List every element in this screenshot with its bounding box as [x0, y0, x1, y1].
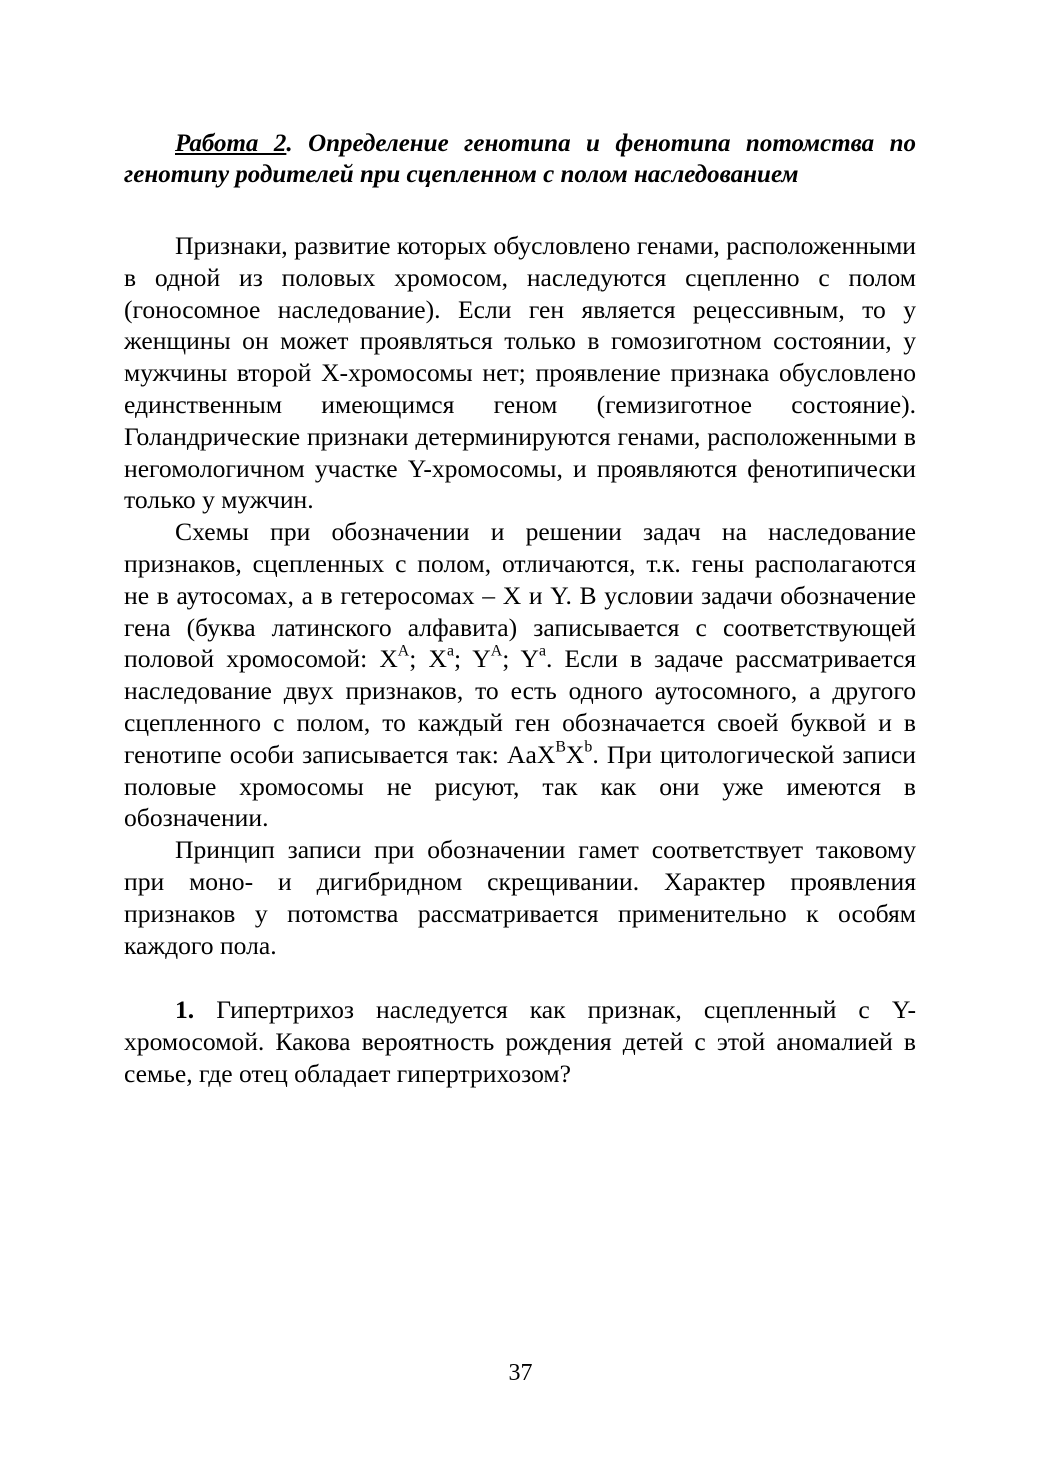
notation-separator: ;	[502, 644, 521, 674]
notation-ya-dominant: $Y^A$	[472, 642, 503, 674]
notation-text-after: . При цитологической записи половые хромосомы не рисуют, так как они уже имеются в обозначении.	[124, 739, 916, 833]
page-content	[124, 128, 916, 1090]
notation-separator: ;	[454, 644, 473, 674]
section-heading	[124, 128, 916, 190]
heading-separator: .	[286, 130, 309, 157]
notation-ya-recessive: $Y^a$	[520, 642, 546, 674]
notation-xa-dominant: $X^A$	[379, 642, 410, 674]
paragraph-intro: Признаки, развитие которых обусловлено генами, расположенными в одной из половых хромосом, наследуются сцепленно с полом (гоносомное наследование). Если ген является рецессивным, то у женщины он может проявляться только в гомозиготном состоянии, у мужчины второй Х-хромосомы нет; проявление признака обусловлено единственным имеющимся геном (гемизиготное состояние). Голандрические признаки детерминируются генами, расположенными в негомологичном участке Y-хромосомы, и проявляются фенотипически только у мужчин.	[124, 231, 916, 515]
notation-xa-recessive: $X^a$	[428, 642, 454, 674]
heading-text: Определение генотипа и фенотипа потомства по генотипу родителей при сцепленном с полом наследованием	[124, 130, 916, 188]
heading-work-label: Работа 2	[175, 130, 287, 157]
paragraph-notation	[124, 516, 916, 834]
genotype-example: $AaX^BX^b$	[507, 738, 593, 769]
task-1	[124, 994, 916, 1089]
paragraph-gametes: Принцип записи при обозначении гамет соответствует таковому при моно- и дигибридном скрещивании. Характер проявления признаков у потомства рассматривается применительно к особям каждого пола.	[124, 835, 916, 960]
notation-text-before: Схемы при обозначении и решении задач на наследование признаков, сцепленных с полом, отличаются, т.к. гены располагаются не в аутосомах, а в гетеросомах – X и Y. В условии задачи обозначение гена (буква латинского алфавита) записывается с соответствующей половой хромосомой:	[124, 517, 916, 674]
page-number: 37	[508, 1360, 533, 1386]
task-text: Гипертрихоз наследуется как признак, сцепленный с Y-хромосомой. Какова вероятность рождения детей с этой аномалией в семье, где отец обладает гипертрихозом?	[124, 995, 916, 1088]
notation-separator: ;	[409, 644, 429, 674]
notation-text-middle: . Если в задаче рассматривается наследование двух признаков, то есть одного аутосомного, а другого сцепленного с полом, то каждый ген обозначается своей буквой и в генотипе особи записывается так:	[124, 644, 917, 769]
task-number: 1.	[175, 995, 195, 1025]
